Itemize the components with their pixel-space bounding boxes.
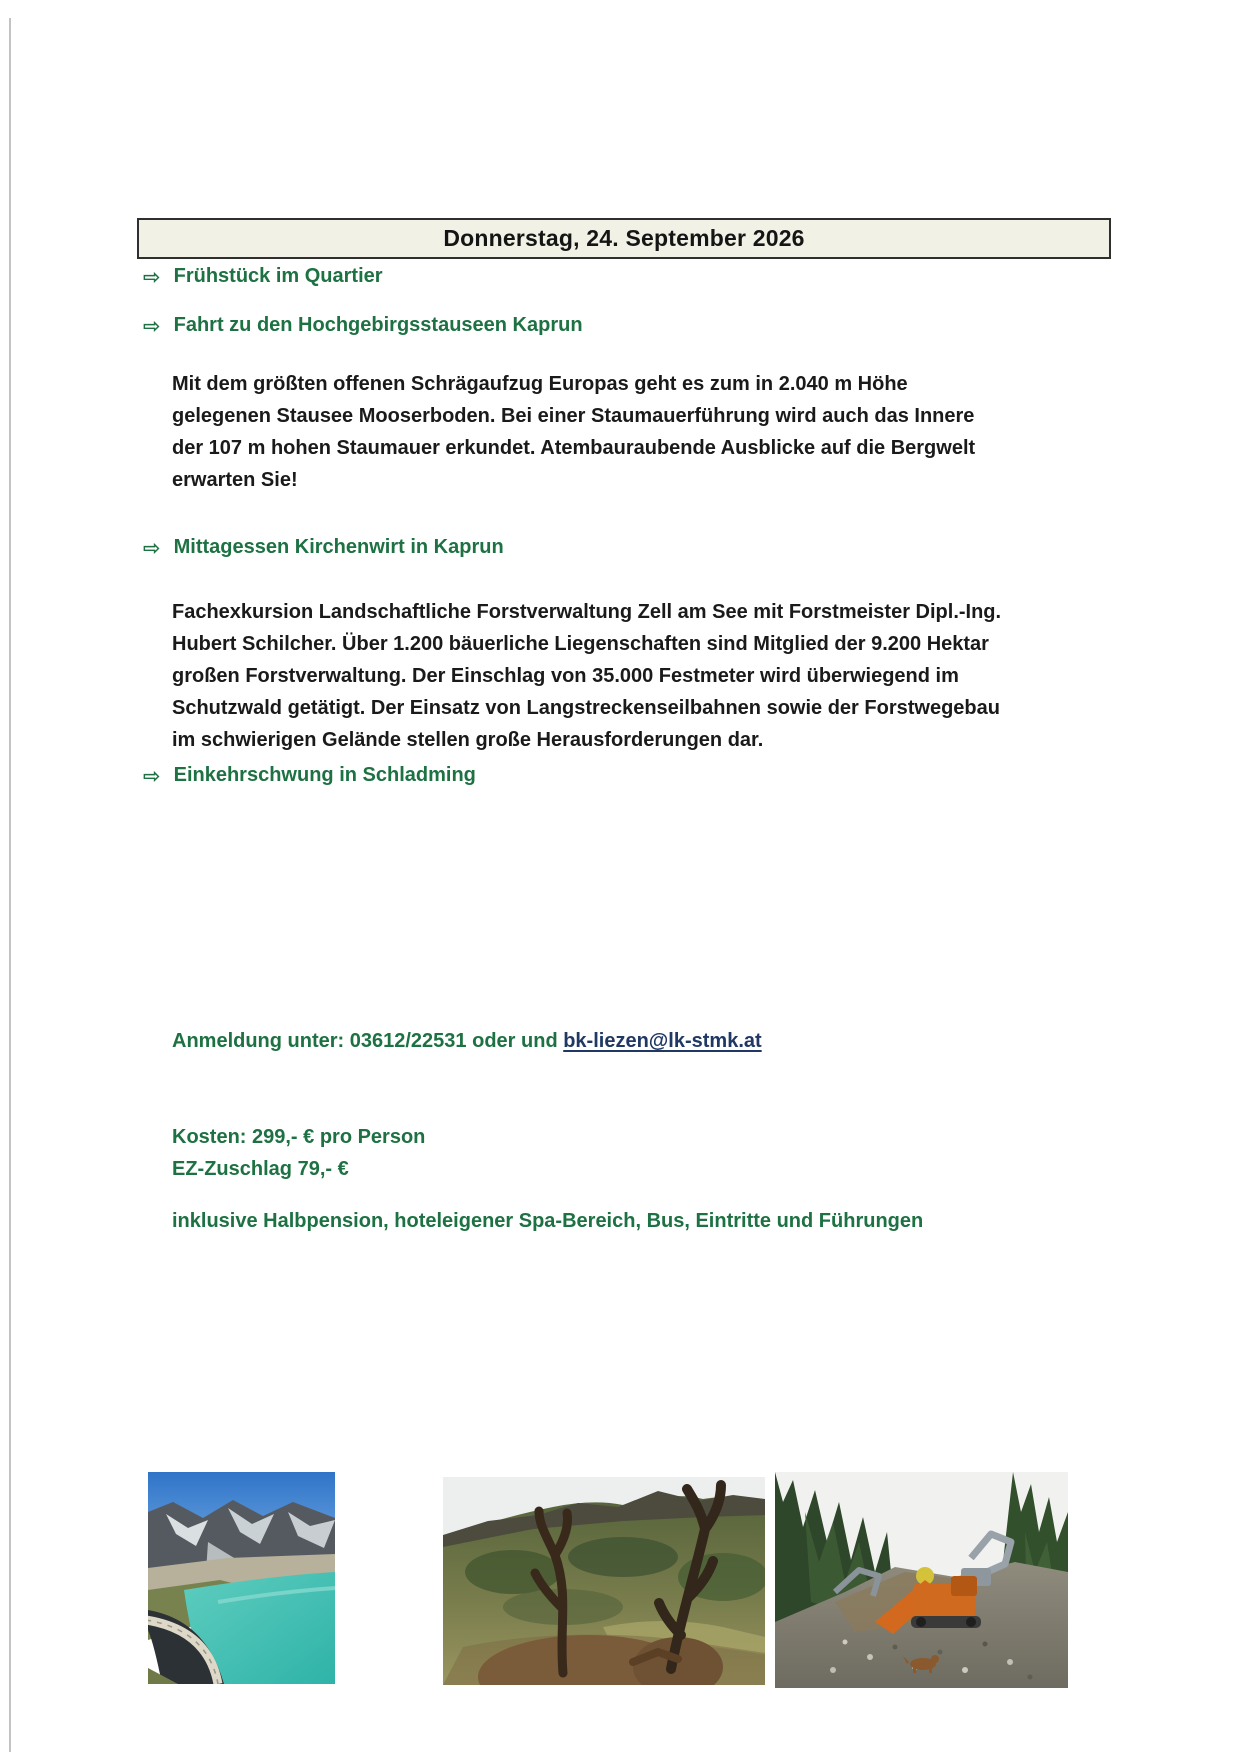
paragraph-line: Schutzwald getätigt. Der Einsatz von Langstreckenseilbahnen sowie der Forstwegebau: [172, 697, 1000, 719]
paragraph-line: Mit dem größten offenen Schrägaufzug Europas geht es zum in 2.040 m Höhe: [172, 373, 908, 395]
paragraph-line: gelegenen Stausee Mooserboden. Bei einer Staumauerführung wird auch das Innere: [172, 405, 975, 427]
bullet-label: Einkehrschwung in Schladming: [173, 764, 476, 786]
bullet-label: Frühstück im Quartier: [173, 265, 383, 287]
deer-antlers-image: [443, 1477, 765, 1685]
paragraph-stausee: [172, 368, 1112, 496]
paragraph-line: erwarten Sie!: [172, 469, 298, 491]
registration-text: Anmeldung unter: 03612/22531 oder und: [172, 1030, 564, 1052]
photo-forest-construction: [775, 1472, 1068, 1688]
paragraph-line: Hubert Schilcher. Über 1.200 bäuerliche Liegenschaften sind Mitglied der 9.200 Hektar: [172, 633, 989, 655]
forest-construction-image: [775, 1472, 1068, 1688]
photo-deer-antlers: [443, 1477, 765, 1685]
date-title: Donnerstag, 24. September 2026: [443, 225, 805, 251]
bullet-einkehrschwung: [143, 764, 476, 787]
bullet-fruehstueck: [143, 265, 383, 288]
arrow-right-icon: ⇨: [143, 535, 161, 560]
bullet-fahrt-kaprun: [143, 314, 583, 337]
paragraph-line: großen Forstverwaltung. Der Einschlag von 35.000 Festmeter wird überwiegend im: [172, 665, 959, 687]
single-room-surcharge: EZ-Zuschlag 79,- €: [172, 1158, 349, 1180]
email-link[interactable]: bk-liezen@lk-stmk.at: [563, 1030, 762, 1052]
bullet-mittagessen: [143, 536, 504, 559]
photo-stausee-dam: [148, 1472, 335, 1684]
bullet-label: Fahrt zu den Hochgebirgsstauseen Kaprun: [173, 314, 583, 336]
cost-per-person: Kosten: 299,- € pro Person: [172, 1126, 426, 1148]
registration-line: [172, 1030, 762, 1053]
paragraph-line: Fachexkursion Landschaftliche Forstverwaltung Zell am See mit Forstmeister Dipl.-Ing.: [172, 601, 1002, 623]
paragraph-fachexkursion: [172, 596, 1112, 756]
arrow-right-icon: ⇨: [143, 763, 161, 788]
arrow-right-icon: ⇨: [143, 313, 161, 338]
paragraph-line: der 107 m hohen Staumauer erkundet. Atembauraubende Ausblicke auf die Bergwelt: [172, 437, 976, 459]
date-header-box: [137, 218, 1111, 259]
arrow-right-icon: ⇨: [143, 264, 161, 289]
included-services: inklusive Halbpension, hoteleigener Spa-Bereich, Bus, Eintritte und Führungen: [172, 1210, 924, 1232]
paragraph-line: im schwierigen Gelände stellen große Herausforderungen dar.: [172, 729, 764, 751]
bullet-label: Mittagessen Kirchenwirt in Kaprun: [173, 536, 504, 558]
scan-artifact-line: [9, 18, 11, 1752]
stausee-dam-image: [148, 1472, 335, 1684]
